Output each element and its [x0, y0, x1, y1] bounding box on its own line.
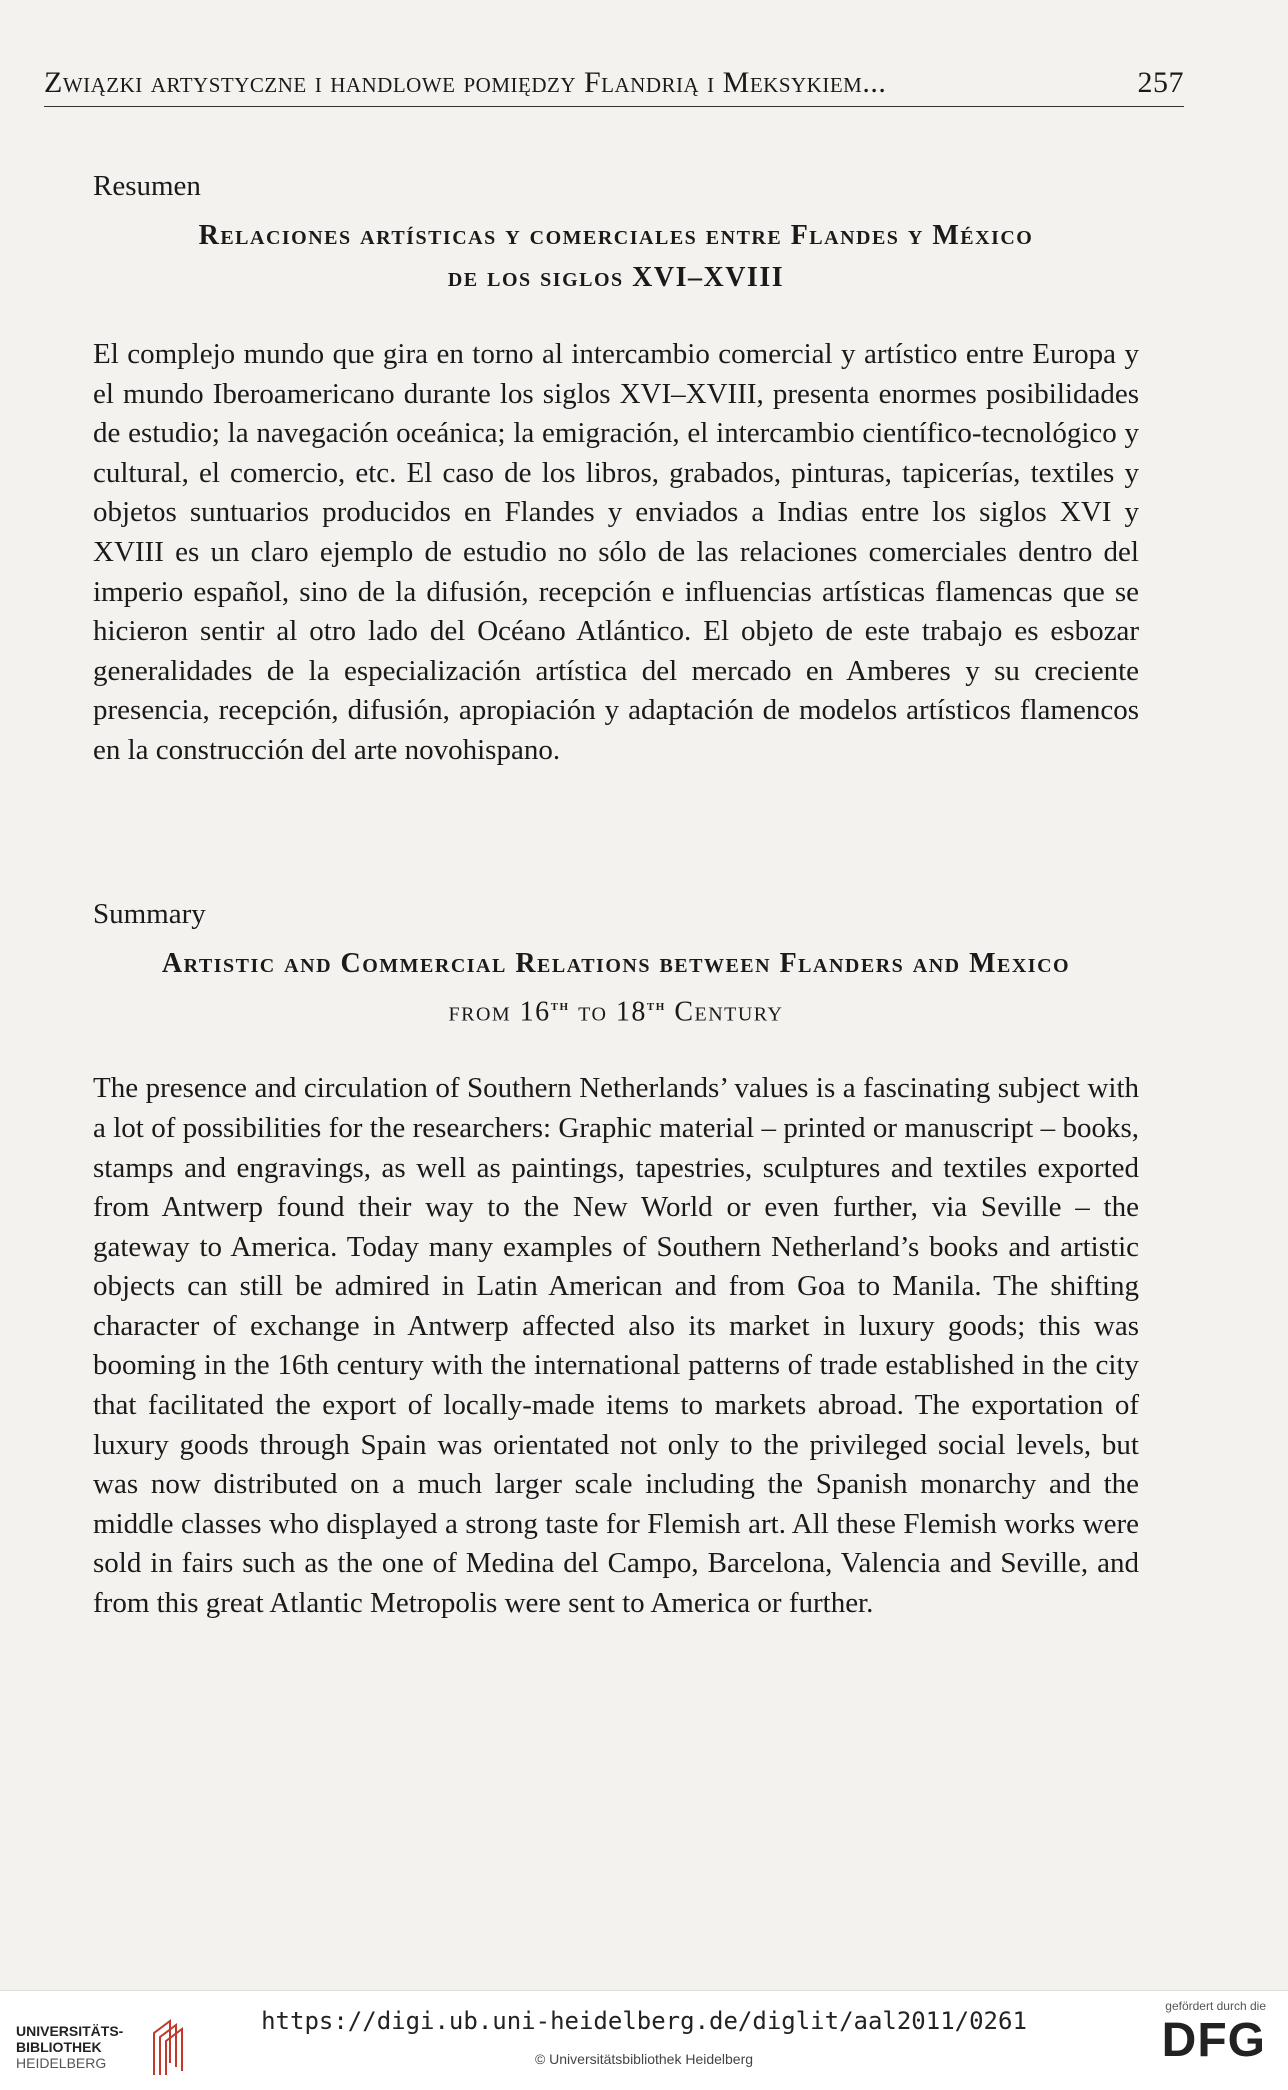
summary-title-century: Century: [665, 996, 784, 1028]
summary-title-to: to 18: [569, 996, 647, 1028]
summary-title-line2: [93, 985, 1139, 1033]
summary-label: Summary: [93, 898, 206, 930]
library-city: HEIDELBERG: [16, 2055, 107, 2071]
resumen-title-line2: de los siglos XVI–XVIII: [447, 262, 785, 293]
funder-name: DFG: [1161, 2014, 1266, 2067]
summary-title-line1: Artistic and Commercial Relations between Flanders and Mexico: [161, 948, 1071, 979]
resumen-body: El complejo mundo que gira en torno al intercambio comercial y artístico entre Europa y el mundo Iberoamericano durante los siglos XVI–XVIII, presenta enormes posibilidades de estudio; la navegación oceánica; la emigración, el intercambio científico-tecnológico y cultural, el comercio, etc. El caso de los libros, grabados, pinturas, tapicerías, textiles y objetos suntuarios producidos en Flandes y enviados a Indias entre los siglos XVI y XVIII es un claro ejemplo de estudio no sólo de las relaciones comerciales dentro del imperio español, sino de la difusión, recepción e influencias artísticas flamencas que se hicieron sentir al otro lado del Océano Atlántico. El objeto de este trabajo es esbozar generalidades de la especialización artística del mercado en Amberes y su creciente presencia, recepción, difusión, apropiación y adaptación de modelos artísticos flamencos en la construcción del arte novohispano.: [93, 338, 1139, 766]
running-head-title: Związki artystyczne i handlowe pomiędzy Flandrią i Meksykiem...: [44, 66, 887, 99]
resumen-label: Resumen: [93, 170, 201, 202]
summary-title-th2: th: [646, 998, 666, 1014]
summary-title-th1: th: [550, 998, 570, 1014]
source-url-link[interactable]: https://digi.ub.uni-heidelberg.de/diglit/aal2011/0261: [261, 2007, 1027, 2035]
funder-note: gefördert durch die: [1165, 1999, 1266, 2013]
resumen-title-line1: Relaciones artísticas y comerciales entre Flandes y México: [198, 220, 1034, 251]
copyright-notice: © Universitätsbibliothek Heidelberg: [534, 2051, 754, 2067]
digitization-footer: [0, 1990, 1288, 2090]
summary-section: [93, 898, 1139, 1624]
summary-title: [93, 943, 1139, 1033]
library-name-line1: UNIVERSITÄTS-: [16, 2023, 124, 2039]
summary-title-from: from 16: [448, 996, 551, 1028]
running-head: [44, 66, 1184, 107]
library-name-line2: BIBLIOTHEK: [16, 2039, 102, 2055]
funder-logo[interactable]: [1146, 1999, 1266, 2083]
resumen-section: [93, 170, 1139, 771]
page-number: 257: [1137, 66, 1184, 99]
summary-body: The presence and circulation of Southern Netherlands’ values is a fascinating subject with a lot of possibilities for the researchers: Graphic material – printed or manuscript – books, stamps and engravings, as well as paintings, tapestries, sculptures and textiles exported from Antwerp found their way to the New World or even further, via Seville – the gateway to America. Today many examples of Southern Netherland’s books and artistic objects can still be admired in Latin American and from Goa to Manila. The shifting character of exchange in Antwerp affected also its market in luxury goods; this was booming in the 16th century with the international patterns of trade established in the city that facilitated the export of locally-made items to markets abroad. The exportation of luxury goods through Spain was orientated not only to the privileged social levels, but was now distributed on a much larger scale including the Spanish monarchy and the middle classes who displayed a strong taste for Flemish art. All these Flemish works were sold in fairs such as the one of Medina del Campo, Barcelona, Valencia and Seville, and from this great Atlantic Metropolis were sent to America or further.: [93, 1072, 1139, 1620]
resumen-title: [93, 215, 1139, 299]
